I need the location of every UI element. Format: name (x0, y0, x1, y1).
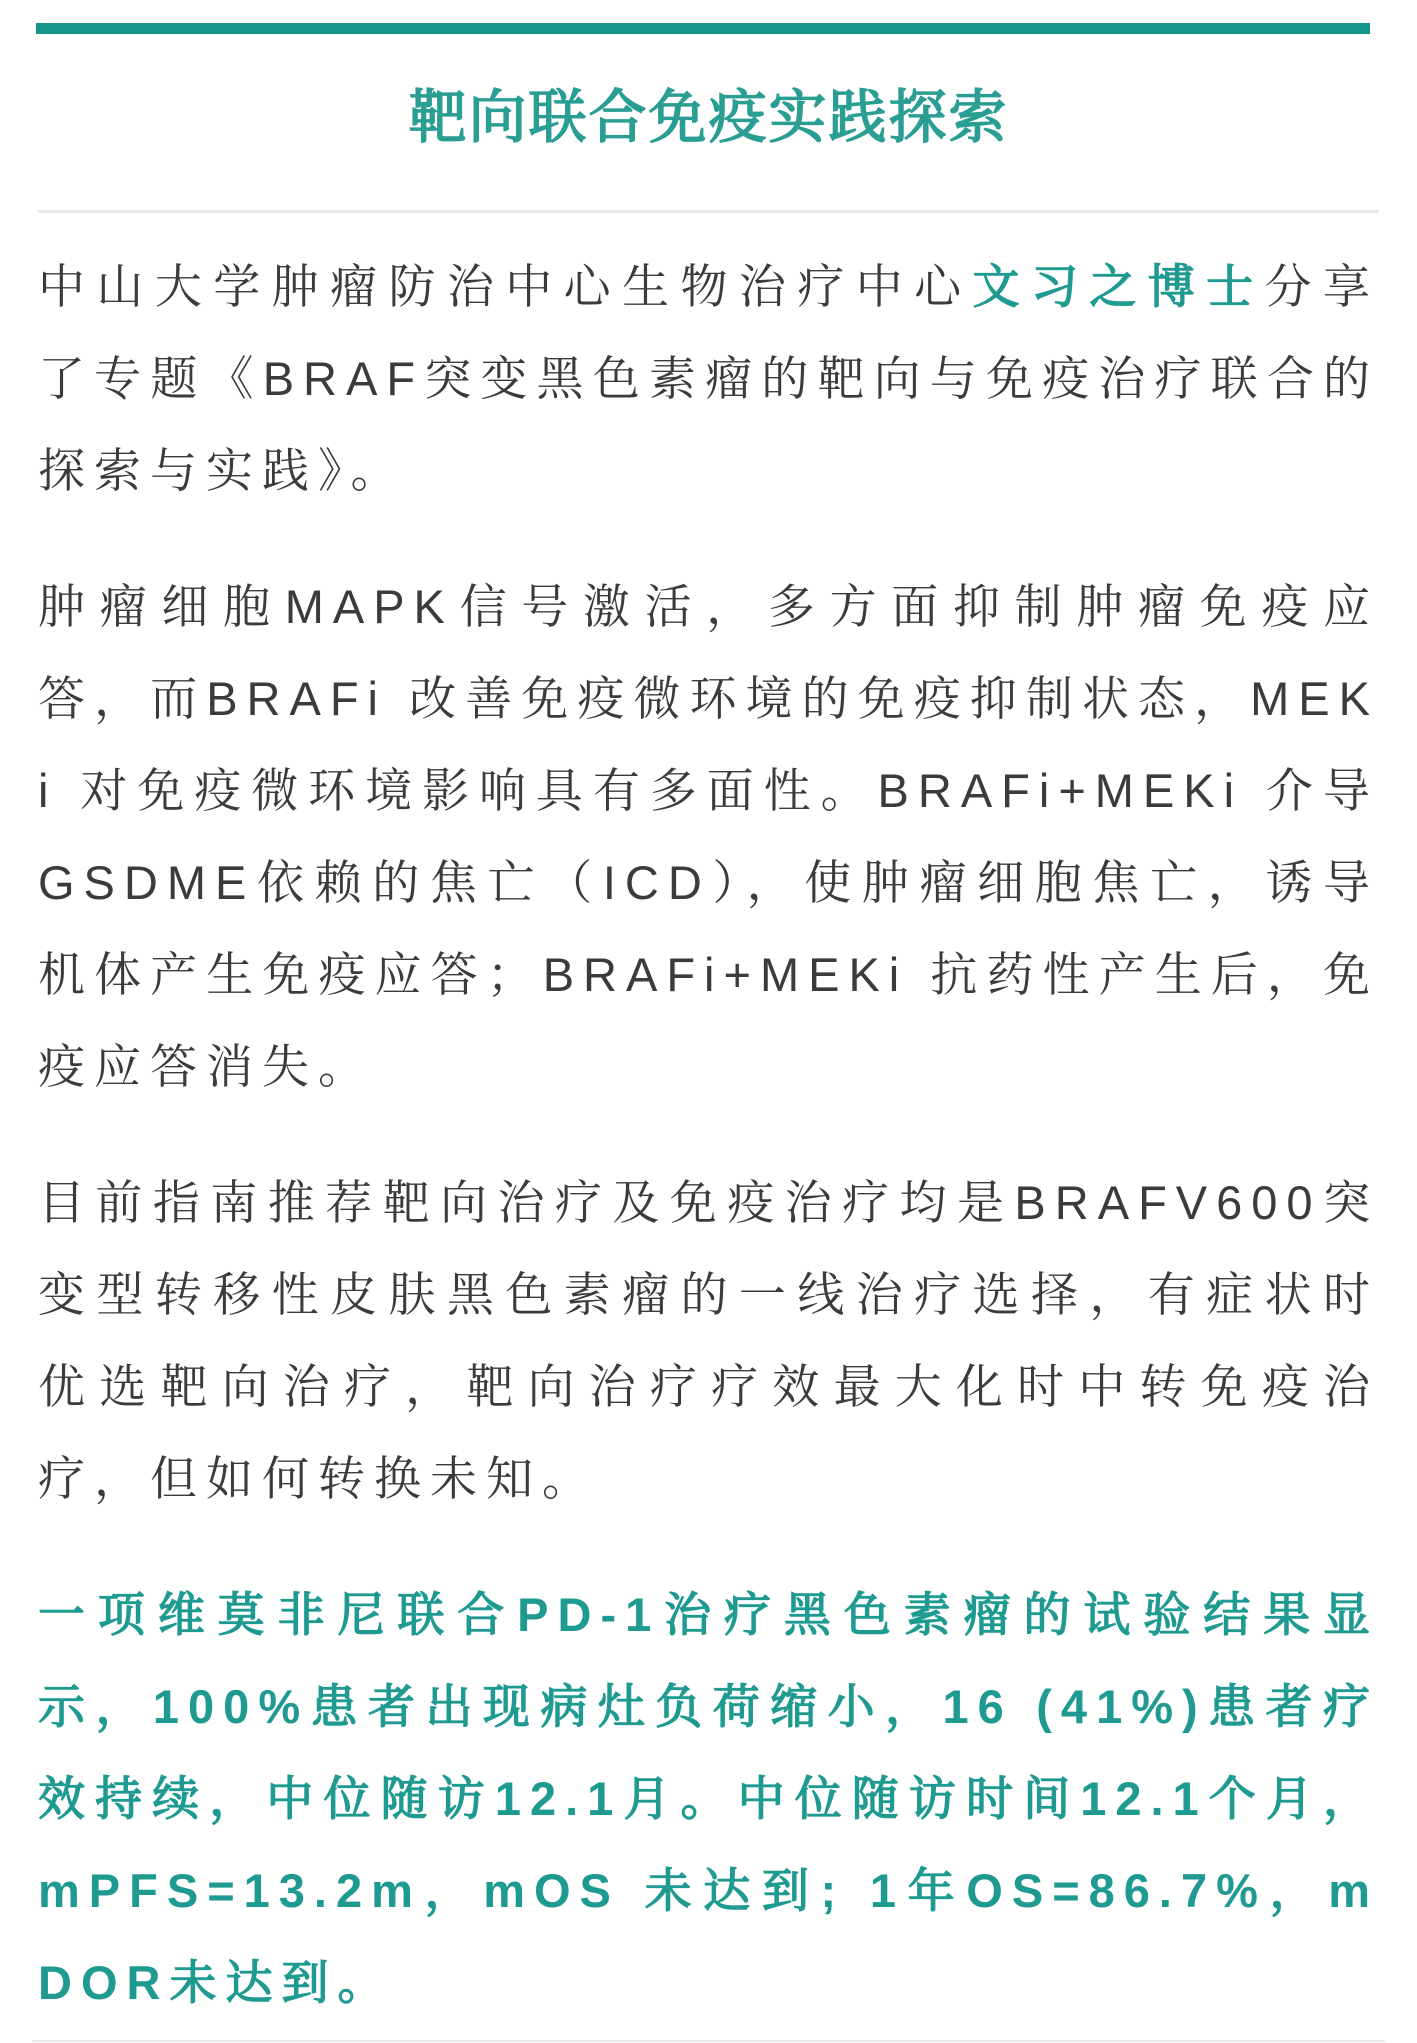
article-paragraph (38, 241, 1379, 517)
highlight-text: 文习之博士 (972, 260, 1265, 313)
text-segment: 分享了专题《BRAF突变黑色素瘤的靶向与免疫治疗联合的探索与实践》。 (38, 260, 1380, 497)
top-accent-bar (36, 23, 1370, 34)
highlight-text: 一项维莫非尼联合PD-1治疗黑色素瘤的试验结果显示，100%患者出现病灶负荷缩小，16 (41%)患者疗效持续，中位随访12.1月。中位随访时间12.1个月，mPFS=13.2m，mOS 未达到; 1年OS=86.7%，mDOR未达到。 (38, 1588, 1379, 2009)
article-paragraph (38, 1157, 1379, 1525)
article-paragraph (38, 561, 1379, 1113)
bottom-divider (32, 2040, 1385, 2042)
page-title: 靶向联合免疫实践探索 (408, 85, 1009, 150)
article-paragraph-highlight (38, 1569, 1379, 2029)
article-body (0, 213, 1417, 2029)
text-segment: 肿瘤细胞MAPK信号激活，多方面抑制肿瘤免疫应答，而BRAFi 改善免疫微环境的免疫抑制状态，MEKi 对免疫微环境影响具有多面性。BRAFi+MEKi 介导GSDME依赖的焦亡（ICD），使肿瘤细胞焦亡，诱导机体产生免疫应答；BRAFi+MEKi 抗药性产生后，免疫应答消失。 (38, 580, 1379, 1093)
text-segment: 目前指南推荐靶向治疗及免疫治疗均是BRAFV600突变型转移性皮肤黑色素瘤的一线治疗选择，有症状时优选靶向治疗，靶向治疗疗效最大化时中转免疫治疗，但如何转换未知。 (38, 1176, 1379, 1505)
text-segment: 中山大学肿瘤防治中心生物治疗中心 (38, 260, 973, 313)
